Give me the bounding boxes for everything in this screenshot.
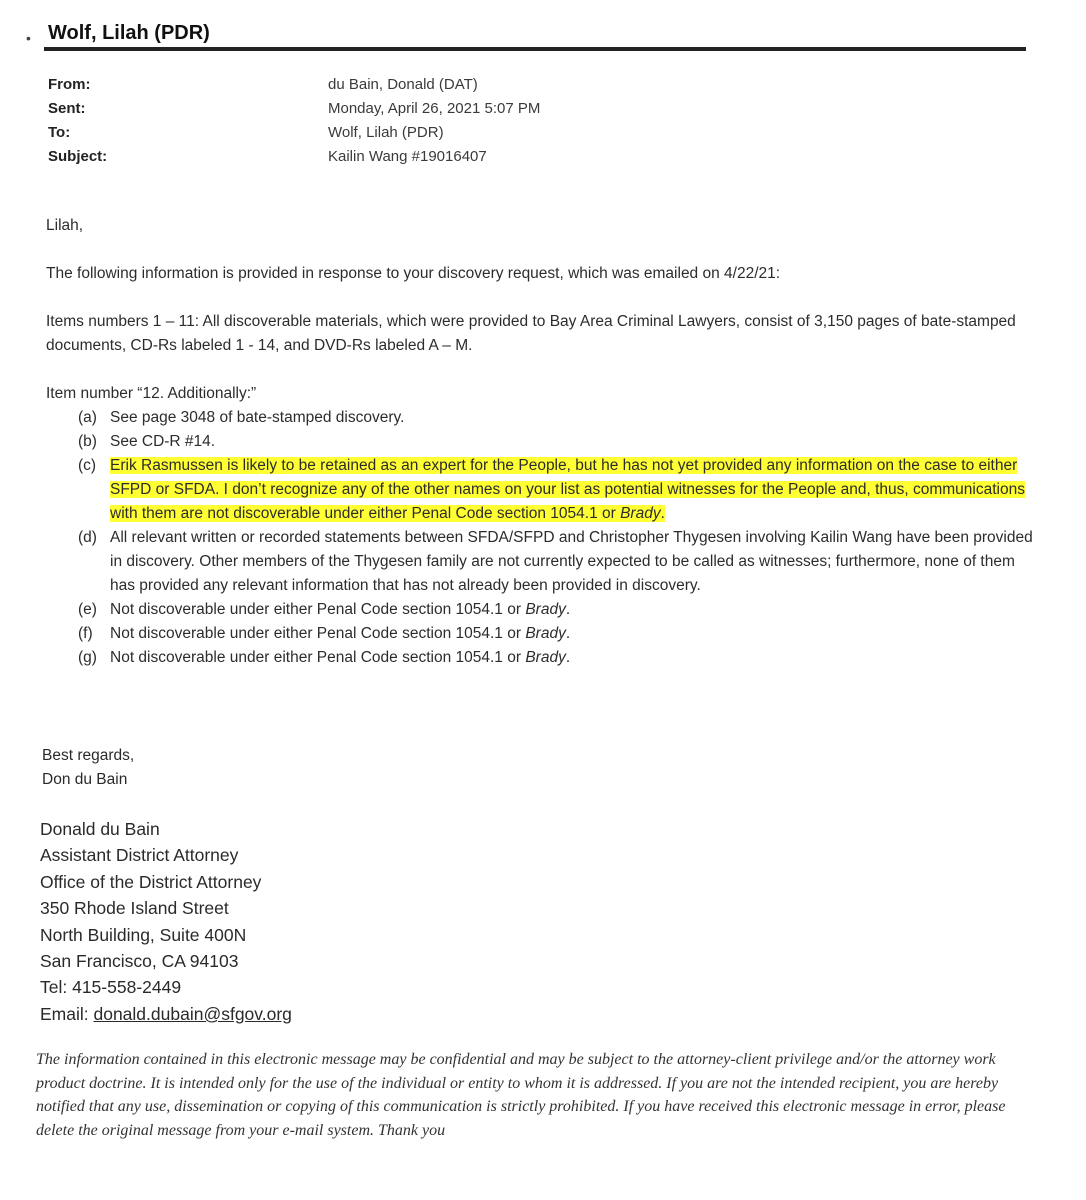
brady-italic: Brady bbox=[525, 649, 566, 666]
sig-city: San Francisco, CA 94103 bbox=[40, 951, 239, 972]
mailbox-owner: Wolf, Lilah (PDR) bbox=[48, 22, 210, 44]
signature-block bbox=[40, 816, 292, 1027]
signoff bbox=[42, 744, 134, 792]
item-end: . bbox=[565, 625, 571, 642]
greeting: Lilah, bbox=[46, 217, 84, 234]
subject-label: Subject: bbox=[48, 148, 108, 165]
highlighted-text bbox=[110, 457, 1025, 522]
to-label: To: bbox=[48, 124, 71, 141]
sig-office: Office of the District Attorney bbox=[40, 871, 262, 892]
email-body bbox=[46, 214, 1036, 670]
list-item bbox=[46, 526, 1036, 598]
list-item bbox=[46, 598, 1036, 622]
to-row bbox=[48, 124, 748, 148]
sig-name: Donald du Bain bbox=[40, 819, 160, 839]
sent-value: Monday, April 26, 2021 5:07 PM bbox=[328, 100, 541, 117]
list-item bbox=[46, 406, 1036, 430]
brady-italic: Brady bbox=[525, 601, 566, 618]
sent-label: Sent: bbox=[48, 100, 86, 117]
item-text: See page 3048 of bate-stamped discovery. bbox=[110, 409, 405, 426]
brady-italic: Brady bbox=[525, 625, 566, 642]
sig-tel: Tel: 415-558-2449 bbox=[40, 977, 182, 998]
from-row bbox=[48, 76, 748, 100]
items-1-11-paragraph: Items numbers 1 – 11: All discoverable materials, which were provided to Bay Area Criminal Lawyers, consist of 3,150 pages of bate-stamped documents, CD-Rs labeled 1 - 14, and DVD-Rs labeled A – M. bbox=[46, 313, 1016, 354]
margin-mark: • bbox=[26, 30, 31, 46]
list-item bbox=[46, 646, 1036, 670]
item-text: See CD-R #14. bbox=[110, 433, 216, 450]
to-value: Wolf, Lilah (PDR) bbox=[328, 124, 444, 141]
from-label: From: bbox=[48, 76, 91, 93]
item-label: (b) bbox=[78, 433, 97, 450]
subject-row bbox=[48, 148, 748, 172]
item-label: (c) bbox=[78, 457, 97, 474]
sig-title: Assistant District Attorney bbox=[40, 845, 239, 866]
email-header bbox=[48, 76, 748, 172]
closing: Best regards, bbox=[42, 747, 135, 764]
item-text: Not discoverable under either Penal Code section 1054.1 or bbox=[110, 601, 526, 618]
signoff-name: Don du Bain bbox=[42, 771, 128, 788]
item-end: . bbox=[660, 505, 665, 522]
sig-building: North Building, Suite 400N bbox=[40, 924, 247, 945]
subject-value: Kailin Wang #19016407 bbox=[328, 148, 487, 165]
sig-street: 350 Rhode Island Street bbox=[40, 898, 229, 919]
item-text: Erik Rasmussen is likely to be retained as an expert for the People, but he has not yet provided any information on the case to either SFPD or SFDA. I don’t recognize any of the other names on your list as potential witnesses for the People and, thus, communications with them are not discoverable under either Penal Code section 1054.1 or bbox=[110, 457, 1025, 522]
item-label: (d) bbox=[78, 529, 97, 546]
sent-row bbox=[48, 100, 748, 124]
item-label: (g) bbox=[78, 649, 97, 666]
item-label: (e) bbox=[78, 601, 97, 618]
header-rule bbox=[44, 47, 1026, 51]
list-item-highlighted bbox=[46, 454, 1036, 526]
email-link[interactable]: donald.dubain@sfgov.org bbox=[93, 1003, 292, 1024]
item-end: . bbox=[565, 601, 571, 618]
item-text: All relevant written or recorded statements between SFDA/SFPD and Christopher Thygesen involving Kailin Wang have been provided in discovery. Other members of the Thygesen family are not currently expected to be called as witnesses; furthermore, none of them has provided any relevant information that has not already been provided in discovery. bbox=[110, 529, 1033, 594]
sig-email-row bbox=[40, 1001, 292, 1027]
sig-email-label: Email: bbox=[40, 1003, 94, 1024]
list-item bbox=[46, 622, 1036, 646]
from-value: du Bain, Donald (DAT) bbox=[328, 76, 478, 93]
item-label: (f) bbox=[78, 625, 93, 642]
brady-italic: Brady bbox=[620, 505, 661, 522]
item-12-list bbox=[46, 406, 1036, 670]
item-text: Not discoverable under either Penal Code section 1054.1 or bbox=[110, 625, 526, 642]
intro-paragraph: The following information is provided in response to your discovery request, which was emailed on 4/22/21: bbox=[46, 265, 781, 282]
item-end: . bbox=[565, 649, 571, 666]
item-12-intro: Item number “12. Additionally:” bbox=[46, 385, 257, 402]
list-item bbox=[46, 430, 1036, 454]
item-text: Not discoverable under either Penal Code section 1054.1 or bbox=[110, 649, 526, 666]
confidentiality-disclaimer: The information contained in this electronic message may be confidential and may be subject to the attorney-client privilege and/or the attorney work product doctrine. It is intended only for the use of the individual or entity to whom it is addressed. If you are not the intended recipient, you are hereby notified that any use, dissemination or copying of this communication is strictly prohibited. If you have received this electronic message in error, please delete the original message from your e-mail system. Thank you bbox=[36, 1051, 1006, 1139]
item-label: (a) bbox=[78, 409, 97, 426]
